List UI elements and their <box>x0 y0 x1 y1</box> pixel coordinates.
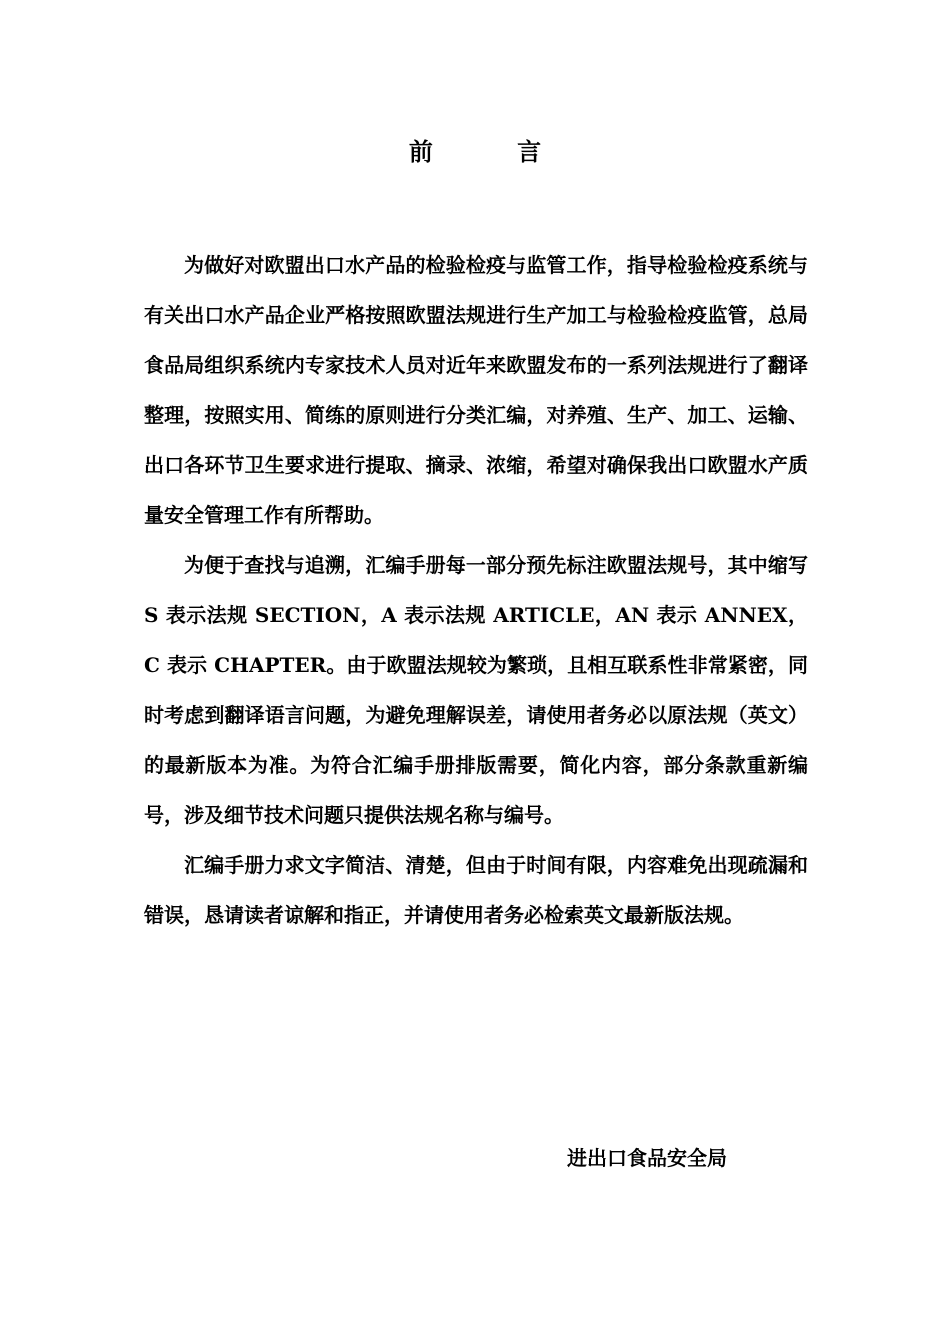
paragraph-3: 汇编手册力求文字简洁、清楚，但由于时间有限，内容难免出现疏漏和错误，恳请读者谅解和指正，并请使用者务必检索英文最新版法规。 <box>144 853 808 927</box>
paragraph-1: 为做好对欧盟出口水产品的检验检疫与监管工作，指导检验检疫系统与有关出口水产品企业严格按照欧盟法规进行生产加工与检验检疫监管，总局食品局组织系统内专家技术人员对近年来欧盟发布的一系列法规进行了翻译整理，按照实用、简练的原则进行分类汇编，对养殖、生产、加工、运输、出口各环节卫生要求进行提取、摘录、浓缩，希望对确保我出口欧盟水产质量安全管理工作有所帮助。 <box>144 253 808 527</box>
preface-body <box>144 240 808 940</box>
paragraph-2: 为便于查找与追溯，汇编手册每一部分预先标注欧盟法规号，其中缩写 S 表示法规 SECTION，A 表示法规 ARTICLE，AN 表示 ANNEX，C 表示 CHAPTER。由于欧盟法规较为繁琐，且相互联系性非常紧密，同时考虑到翻译语言问题，为避免理解误差，请使用者务必以原法规（英文）的最新版本为准。为符合汇编手册排版需要，简化内容，部分条款重新编号，涉及细节技术问题只提供法规名称与编号。 <box>144 553 808 827</box>
page-title: 前 言 <box>408 137 580 166</box>
signature: 进出口食品安全局 <box>567 1146 727 1170</box>
